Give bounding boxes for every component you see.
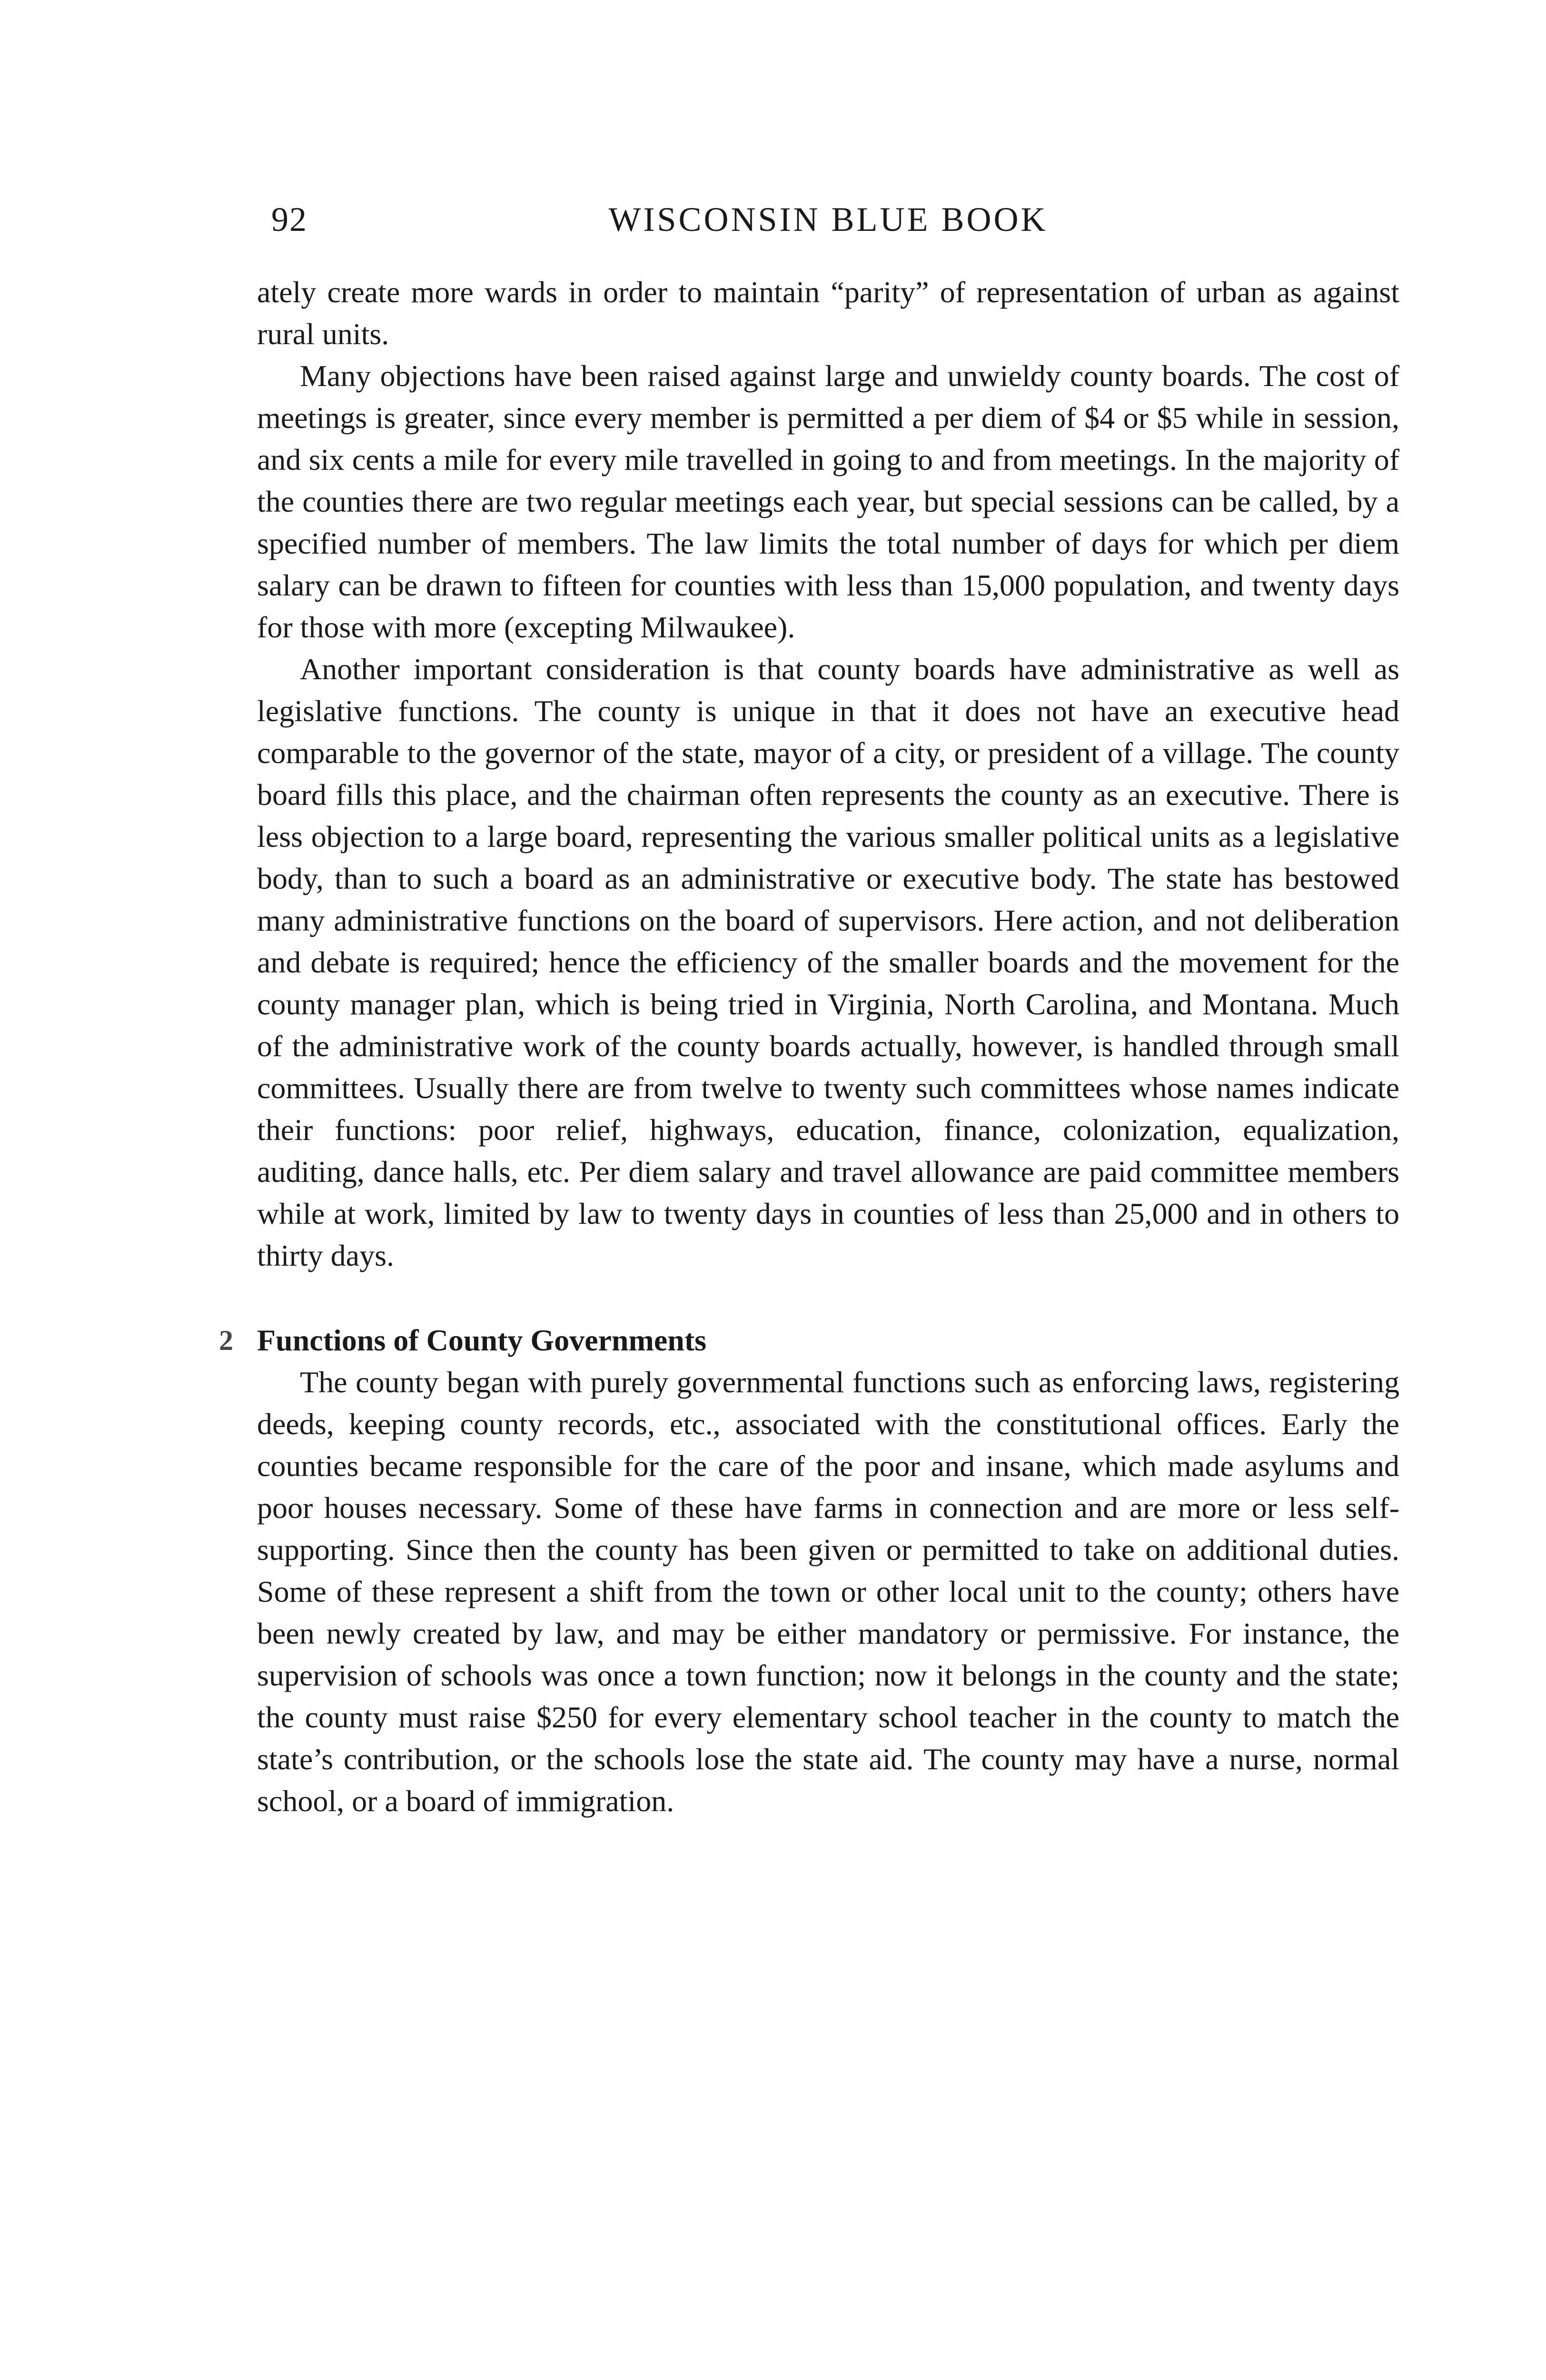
body-text xyxy=(257,271,1399,1277)
page-header xyxy=(257,200,1399,257)
paragraph-administrative-functions: Another important consideration is that county boards have administrative as well as legislative functions. The county is unique in that it does not have an executive head comparable to the governor of the state, mayor of a city, or president of a village. The county board fills this place, and the chairman often represents the county as an executive. There is less objection to a large board, representing the various smaller political units as a legislative body, than to such a board as an administrative or executive body. The state has bestowed many administrative functions on the board of supervisors. Here action, and not deliberation and debate is required; hence the efficiency of the smaller boards and the movement for the county manager plan, which is being tried in Virginia, North Carolina, and Montana. Much of the administrative work of the county boards actually, however, is handled through small committees. Usually there are from twelve to twenty such committees whose names indicate their functions: poor relief, highways, education, finance, colonization, equalization, auditing, dance halls, etc. Per diem salary and travel allowance are paid committee members while at work, limited by law to twenty days in counties of less than 25,000 and in others to thirty days. xyxy=(257,652,1399,1272)
paragraph-objections: Many objections have been raised against large and unwieldy county boards. The cost of meetings is greater, since every member is permitted a per diem of $4 or $5 while in session, and six cents a mile for every mile travelled in going to and from meetings. In the majority of the counties there are two regular meetings each year, but special sessions can be called, by a specified number of members. The law limits the total number of days for which per diem salary can be drawn to fifteen for counties with less than 15,000 population, and twenty days for those with more (excepting Milwaukee). xyxy=(257,359,1399,644)
page-number: 92 xyxy=(271,200,307,238)
section-heading-wrapper xyxy=(219,1319,1399,1361)
section-body xyxy=(257,1361,1399,1822)
section-heading: Functions of County Governments xyxy=(257,1323,707,1357)
paragraph-county-functions: The county began with purely governmental functions such as enforcing laws, registering deeds, keeping county records, etc., associated with the constitutional offices. Early the counties became responsible for the care of the poor and insane, which made asylums and poor houses necessary. Some of these have farms in connection and are more or less self-supporting. Since then the county has been given or permitted to take on additional duties. Some of these represent a shift from the town or other local unit to the county; others have been newly created by law, and may be either mandatory or permissive. For instance, the supervision of schools was once a town function; now it belongs in the county and the state; the county must raise $250 for every elementary school teacher in the county to match the state’s contribution, or the schools lose the state aid. The county may have a nurse, normal school, or a board of immigration. xyxy=(257,1365,1399,1818)
handwritten-margin-mark: 2 xyxy=(219,1325,233,1356)
book-page xyxy=(219,200,1399,1822)
running-title: WISCONSIN BLUE BOOK xyxy=(608,200,1048,238)
paragraph-continued: ately create more wards in order to maintain “parity” of representation of urban as against rural units. xyxy=(257,275,1399,351)
